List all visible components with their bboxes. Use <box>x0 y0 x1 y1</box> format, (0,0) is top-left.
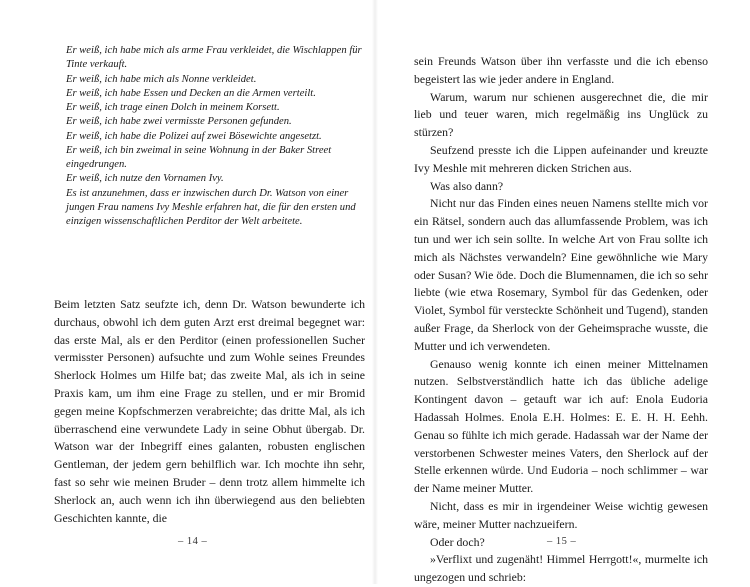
note-line: Er weiß, ich bin zweimal in seine Wohnung in der Baker Street eingedrungen. <box>66 144 332 170</box>
paragraph: Oder doch? <box>430 534 485 549</box>
paragraph: »Verflixt und zugenäht! Himmel Herrgott!«, murmelte ich ungezogen und schrieb: <box>414 552 708 585</box>
note-line: Er weiß, ich habe mich als arme Frau verkleidet, die Wischlappen für Tinte verkauft. <box>66 45 362 71</box>
note-line: Es ist anzunehmen, dass er inzwischen durch Dr. Watson von einer jungen Frau namens Ivy Meshle erfahren hat, die für den ersten und einzigen wissenschaftlichen Perditor der Welt arbeitete. <box>66 187 356 227</box>
note-line: Er weiß, ich habe Essen und Decken an die Armen verteilt. <box>66 87 316 99</box>
page-number-right: – 15 – <box>547 536 577 547</box>
right-body-text <box>414 53 708 587</box>
note-line: Er weiß, ich habe die Polizei auf zwei Bösewichte angesetzt. <box>66 130 322 142</box>
page-number-left: – 14 – <box>178 536 208 547</box>
paragraph: Nicht nur das Finden eines neuen Namens stellte mich vor ein Rätsel, sondern auch das allumfassende Problem, was ich tun und wer ich sein sollte. In welche Art von Frau sollte ich mich als Nächstes verwandeln? Eine gewöhnliche wie Mary oder Susan? Wie öde. Doch die Blumennamen, die ich so sehr liebte (wie etwa Rosemary, Symbol für das Gedenken, oder Violet, Symbol für versteckte Schönheit und Tugend), standen außer Frage, da Sherlock von der Geheimsprache wusste, die Mutter und ich verwendeten. <box>414 196 708 353</box>
paragraph: Seufzend presste ich die Lippen aufeinander und kreuzte Ivy Meshle mit mehreren dicken Strichen aus. <box>414 142 708 175</box>
note-line: Er weiß, ich habe zwei vermisste Personen gefunden. <box>66 116 292 128</box>
paragraph: Was also dann? <box>430 178 504 193</box>
paragraph: Nicht, dass es mir in irgendeiner Weise wichtig gewesen wäre, meiner Mutter nachzueifern. <box>414 498 708 531</box>
italic-notes-list <box>66 44 366 229</box>
left-body-paragraph: Beim letzten Satz seufzte ich, denn Dr. Watson bewunderte ich durchaus, obwohl ich dem guten Arzt erst dreimal begegnet war: das erste Mal, als er den Perditor (einen professionellen Sucher vermisster Personen) aufsuchte und zum Wohle seines Freundes Sherlock Holmes um Hilfe bat; das zweite Mal, als ich in seine Praxis kam, um ihm eine Frage zu stellen, und er mir Bromid gegen meine Kopfschmerzen verabreichte; das dritte Mal, als ich überraschend eine verwundete Lady in seine Obhut übergab. Dr. Watson war der Inbegriff eines galanten, robusten englischen Gentleman, der jedem gern behilflich war. Ich mochte ihn sehr, fast so sehr wie meinen Bruder – denn trotz allem himmelte ich Sherlock an, auch wenn ich ihn überwiegend aus den beliebten Geschichten kannte, die <box>54 297 365 525</box>
note-line: Er weiß, ich habe mich als Nonne verkleidet. <box>66 73 257 85</box>
paragraph: Warum, warum nur schienen ausgerechnet die, die mir lieb und teuer waren, mich regelmäßig ins Unglück zu stürzen? <box>414 89 708 140</box>
note-line: Er weiß, ich trage einen Dolch in meinem Korsett. <box>66 102 280 113</box>
note-line: Er weiß, ich nutze den Vornamen Ivy. <box>66 173 224 185</box>
paragraph: sein Freunds Watson über ihn verfasste und die ich ebenso begeistert las wie jeder andere in England. <box>414 54 708 86</box>
paragraph: Genauso wenig konnte ich einen meiner Mittelnamen nutzen. Selbstverständlich hatte ich das übliche adelige Kontingent davon – getauft war ich auf: Enola Eudoria Hadassah Holmes. Enola E.H. Holmes: E. E. H. H. Eehh. Genau so fühlte ich mich gerade. Hadassah war der Name der verstorbenen Schwester meines Vaters, den Sherlock auf der Stelle erkennen würde. Und Eudoria – noch schlimmer – war der Name meiner Mutter. <box>414 356 708 496</box>
